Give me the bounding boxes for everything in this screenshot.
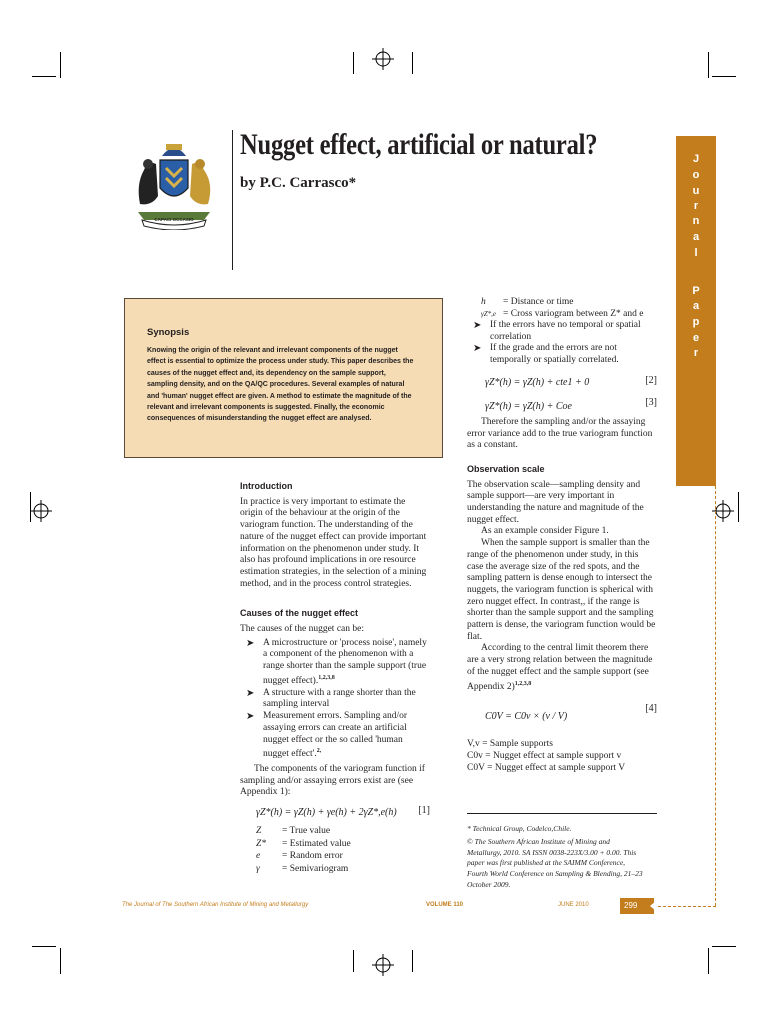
- sidebar-letter: e: [692, 332, 700, 344]
- paragraph: Therefore the sampling and/or the assaying error variance add to the true variogram function as a constant.: [467, 416, 653, 451]
- byline: by P.C. Carrasco*: [240, 175, 357, 191]
- equation-1: γZ*(h) = γZ(h) + γe(h) + 2γZ*,e(h): [256, 807, 397, 819]
- arrow-bullet-icon: ➤: [473, 320, 482, 331]
- crest-motto: CAPACI OCCASIO: [154, 217, 194, 222]
- journal-paper-sidebar: [676, 136, 716, 486]
- affiliation-footnote: * Technical Group, Codelco,Chile.: [467, 824, 572, 833]
- causes-lead: The causes of the nugget can be:: [240, 624, 364, 635]
- sidebar-letter: l: [694, 247, 698, 259]
- page-title: Nugget effect, artificial or natural?: [240, 128, 598, 161]
- equation-2: γZ*(h) = γZ(h) + cte1 + 0: [485, 376, 590, 388]
- list-item-text: If the errors have no temporal or spatial correlation: [490, 320, 641, 342]
- list-item: [467, 343, 657, 366]
- crop-mark: [412, 950, 413, 972]
- causes-heading: Causes of the nugget effect: [240, 608, 359, 619]
- sidebar-letter: a: [692, 231, 700, 243]
- equation-4: C0V = C0v × (v / V): [485, 711, 568, 723]
- crop-mark: [712, 76, 736, 77]
- definition-item: V,v = Sample supports: [467, 739, 553, 750]
- definition-item: γZ*,e = Cross variogram between Z* and e: [481, 309, 644, 319]
- equation-4-number: [4]: [645, 703, 657, 715]
- crop-mark: [353, 52, 354, 74]
- list-item: [240, 638, 430, 688]
- sidebar-letter: J: [692, 153, 700, 165]
- paragraph: The observation scale—sampling density and sample support—are very important in understanding the nature and magnitude of the nugget effect.: [467, 479, 644, 525]
- footnotes: [467, 824, 645, 891]
- title-divider: [232, 130, 233, 270]
- citation-ref: 2,: [316, 748, 322, 755]
- sidebar-letter: p: [692, 316, 700, 328]
- paragraph: As an example consider Figure 1.: [481, 526, 609, 537]
- equation-4-row: [467, 701, 657, 735]
- definition-item: Z* = Estimated value: [256, 838, 351, 849]
- arrow-bullet-icon: ➤: [246, 711, 255, 723]
- list-item-text: A microstructure or 'process noise', namely a component of the phenomenon with a range shorter than the sample support (true nugget effect).: [263, 637, 427, 686]
- equation-1-number: [1]: [418, 805, 430, 817]
- page-arrow-icon: [648, 900, 658, 912]
- citation-ref: 1,2,3,8: [514, 680, 532, 687]
- crop-mark: [353, 950, 354, 972]
- list-item: [240, 711, 430, 761]
- registration-mark-icon: [372, 48, 394, 70]
- crop-mark: [738, 492, 739, 522]
- equation-3-number: [3]: [645, 396, 657, 408]
- definition-item: Z = True value: [256, 826, 331, 837]
- sidebar-letter: u: [692, 185, 700, 197]
- footer-volume: VOLUME 110: [426, 902, 464, 908]
- list-item-text: Measurement errors. Sampling and/or assaying errors can create an artificial nugget effect or the so called 'human nugget effect'.: [263, 711, 408, 760]
- saimm-crest-logo: [128, 134, 220, 230]
- arrow-bullet-icon: ➤: [246, 637, 255, 649]
- left-column: [240, 481, 430, 876]
- intro-heading: Introduction: [240, 481, 293, 491]
- sidebar-letter: a: [692, 300, 700, 312]
- sidebar-letter: o: [692, 169, 700, 181]
- crop-mark: [60, 52, 61, 78]
- arrow-bullet-icon: ➤: [473, 343, 482, 355]
- crop-mark: [412, 52, 413, 74]
- list-item: [240, 688, 430, 711]
- crop-mark: [32, 946, 56, 947]
- equation-3: γZ*(h) = γZ(h) + Coe: [485, 400, 572, 412]
- definition-list: [467, 296, 657, 320]
- crop-mark: [60, 948, 61, 974]
- arrow-bullet-icon: ➤: [246, 687, 255, 699]
- list-item: [467, 320, 657, 343]
- equation-2-number: [2]: [645, 374, 657, 386]
- equation-1-row: [240, 805, 430, 823]
- footnote-rule: [467, 813, 657, 814]
- definition-list: [467, 739, 657, 774]
- synopsis-box: [124, 298, 443, 458]
- definition-item: e = Random error: [256, 851, 343, 862]
- list-item-text: A structure with a range shorter than the sampling interval: [263, 687, 416, 710]
- registration-mark-icon: [372, 954, 394, 976]
- causes-after-text: The components of the variogram function if sampling and/or assaying errors exist are (see Appendix 1):: [240, 764, 425, 798]
- paragraph: According to the central limit theorem there are a very strong relation between the magnitude of the nugget effect and the sample support (see Appendix 2)$^{1,2,3,8}$: [467, 643, 653, 692]
- definition-item: C0v = Nugget effect at sample support v: [467, 751, 622, 762]
- citation-ref: 1,2,3,8: [318, 674, 335, 681]
- copyright-footnote: © The Southern African Institute of Mining and Metallurgy, 2010. SA ISSN 0038-223X/3.00 + 0.00. This paper was first published at the SAIMM Conference, Fourth World Conference on Sampling & Blending, 21–23 October 2009.: [467, 836, 643, 889]
- crop-mark: [712, 946, 736, 947]
- intro-text: In practice is very important to estimate the origin of the behaviour at the origin of the variogram function. The understanding of the nature of the nugget effect can provide important information on the phenomenon under study. It also has profound implications in ore resource estimation strategies, in the selection of a mining method, and in the process control strategies.: [240, 496, 427, 589]
- definition-item: C0V = Nugget effect at sample support V: [467, 762, 626, 773]
- right-column: [467, 296, 657, 775]
- definition-list: [240, 825, 430, 875]
- definition-item: γ = Semivariogram: [256, 863, 349, 874]
- equation-3-row: [467, 397, 657, 417]
- definition-item: h = Distance or time: [481, 297, 574, 307]
- page-number: 299: [624, 901, 638, 910]
- registration-mark-icon: [30, 500, 52, 522]
- paragraph: When the sample support is smaller than the range of the phenomenon under study, in this case the average size of the red spots, and the sampling pattern is dense enough to intersect the nuggets, the variogram function is spherical with zero nugget effect. In contrast,, if the range is shorter than the sample support and the sampling pattern is dense, the variogram function would be flat.: [467, 538, 656, 642]
- sidebar-letter: r: [693, 347, 699, 359]
- sidebar-letter: n: [692, 215, 700, 227]
- crop-mark: [708, 52, 709, 78]
- sidebar-dashed-line: [715, 486, 716, 906]
- observation-scale-heading: Observation scale: [467, 463, 545, 474]
- list-item-text: If the grade and the errors are not temporally or spatially correlated.: [490, 343, 619, 366]
- footer-date: JUNE 2010: [558, 902, 589, 908]
- sidebar-letter: r: [693, 200, 699, 212]
- footer-journal: The Journal of The Southern African Institute of Mining and Metallurgy: [122, 902, 309, 908]
- synopsis-text: Knowing the origin of the relevant and irrelevant components of the nugget effect is essential to optimize the process under study. This paper describes the causes of the nugget effect and, its dependency on the sample support, sampling density, and on the QA/QC procedures. Several examples of natural and 'human' nugget effect are given. A method to estimate the magnitude of the relevant and irrelevant components is suggested. Finally, the economic consequences of misunderstanding the nugget effect are analysed.: [147, 347, 414, 423]
- sidebar-letter: P: [692, 285, 700, 297]
- crop-mark: [708, 948, 709, 974]
- footer-dashed-line: [658, 906, 716, 907]
- equation-2-row: [467, 373, 657, 395]
- synopsis-heading: Synopsis: [147, 327, 190, 338]
- crop-mark: [32, 76, 56, 77]
